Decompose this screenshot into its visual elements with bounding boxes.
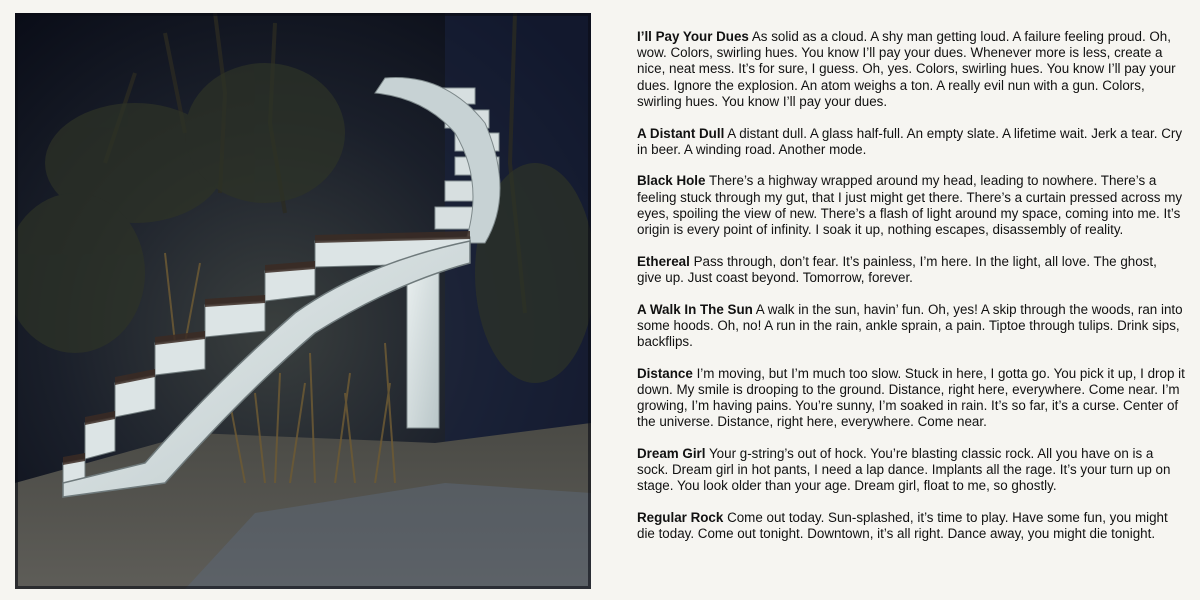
staircase-photo bbox=[15, 13, 591, 589]
song-a-distant-dull bbox=[637, 126, 1185, 158]
staircase-illustration bbox=[15, 13, 591, 589]
song-title: Regular Rock bbox=[637, 510, 724, 526]
song-title: I’ll Pay Your Dues bbox=[637, 29, 749, 44]
song-lyrics: There’s a highway wrapped around my head, leading to nowhere. There’s a feeling stuck through my gut, that I just might get there. There’s a curtain pressed across my eyes, spoiling the view of new. There’s a flash of light around my space, coming into me. It’s origin is every point of infinity. I soak it up, nothing escapes, disassembly of reality. bbox=[637, 173, 1183, 238]
song-ethereal bbox=[637, 254, 1185, 286]
song-title: Dream Girl bbox=[637, 446, 706, 462]
song-regular-rock bbox=[637, 510, 1185, 542]
song-lyrics: I’m moving, but I’m much too slow. Stuck in here, I gotta go. You pick it up, I drop it down. My smile is drooping to the ground. Distance, right here, everywhere. Come near. I’m growing, I’m having pains. You’re sunny, I’m soaked in rain. It’s so far, it’s a curse. Center of the universe. Distance, right here, everywhere. Come near. bbox=[637, 365, 1185, 430]
song-a-walk-in-the-sun bbox=[637, 302, 1185, 351]
song-distance bbox=[637, 366, 1185, 431]
song-dream-girl bbox=[637, 446, 1185, 495]
song-lyrics: Come out today. Sun-splashed, it’s time to play. Have some fun, you might die today. Come out tonight. Downtown, it’s all right. Dance away, you might die tonight. bbox=[637, 510, 1168, 542]
song-title: Distance bbox=[637, 365, 693, 381]
song-lyrics: A walk in the sun, havin’ fun. Oh, yes! A skip through the woods, ran into some hoods. Oh, no! A run in the rain, ankle sprain, a pain. Tiptoe through tulips. Drink sips, backflips. bbox=[637, 301, 1183, 350]
song-ill-pay-your-dues bbox=[637, 29, 1185, 110]
lyrics-column bbox=[637, 29, 1185, 558]
song-lyrics: Pass through, don’t fear. It’s painless, I’m here. In the light, all love. The ghost, give up. Just coast beyond. Tomorrow, forever. bbox=[637, 253, 1157, 285]
song-lyrics: Your g-string’s out of hock. You’re blasting classic rock. All you have on is a sock. Dream girl in hot pants, I need a lap dance. Implants all the rage. It’s your turn up on stage. You look older than your age. Dream girl, float to me, so ghostly. bbox=[637, 446, 1171, 494]
song-title: A Distant Dull bbox=[637, 125, 725, 141]
song-black-hole bbox=[637, 173, 1185, 238]
song-title: Ethereal bbox=[637, 253, 690, 269]
song-lyrics: As solid as a cloud. A shy man getting loud. A failure feeling proud. Oh, wow. Colors, swirling hues. You know I’ll pay your dues. Whenever more is less, create a nice, neat mess. It’s for sure, I guess. Oh, yes. Colors, swirling hues. You know I’ll pay your dues. Ignore the explosion. An atom weighs a ton. A really evil nun with a gun. Colors, swirling hues. You know I’ll pay your dues. bbox=[637, 29, 1176, 109]
song-title: Black Hole bbox=[637, 173, 706, 189]
song-title: A Walk In The Sun bbox=[637, 301, 753, 317]
song-lyrics: A distant dull. A glass half-full. An empty slate. A lifetime wait. Jerk a tear. Cry in beer. A winding road. Another mode. bbox=[637, 125, 1183, 157]
